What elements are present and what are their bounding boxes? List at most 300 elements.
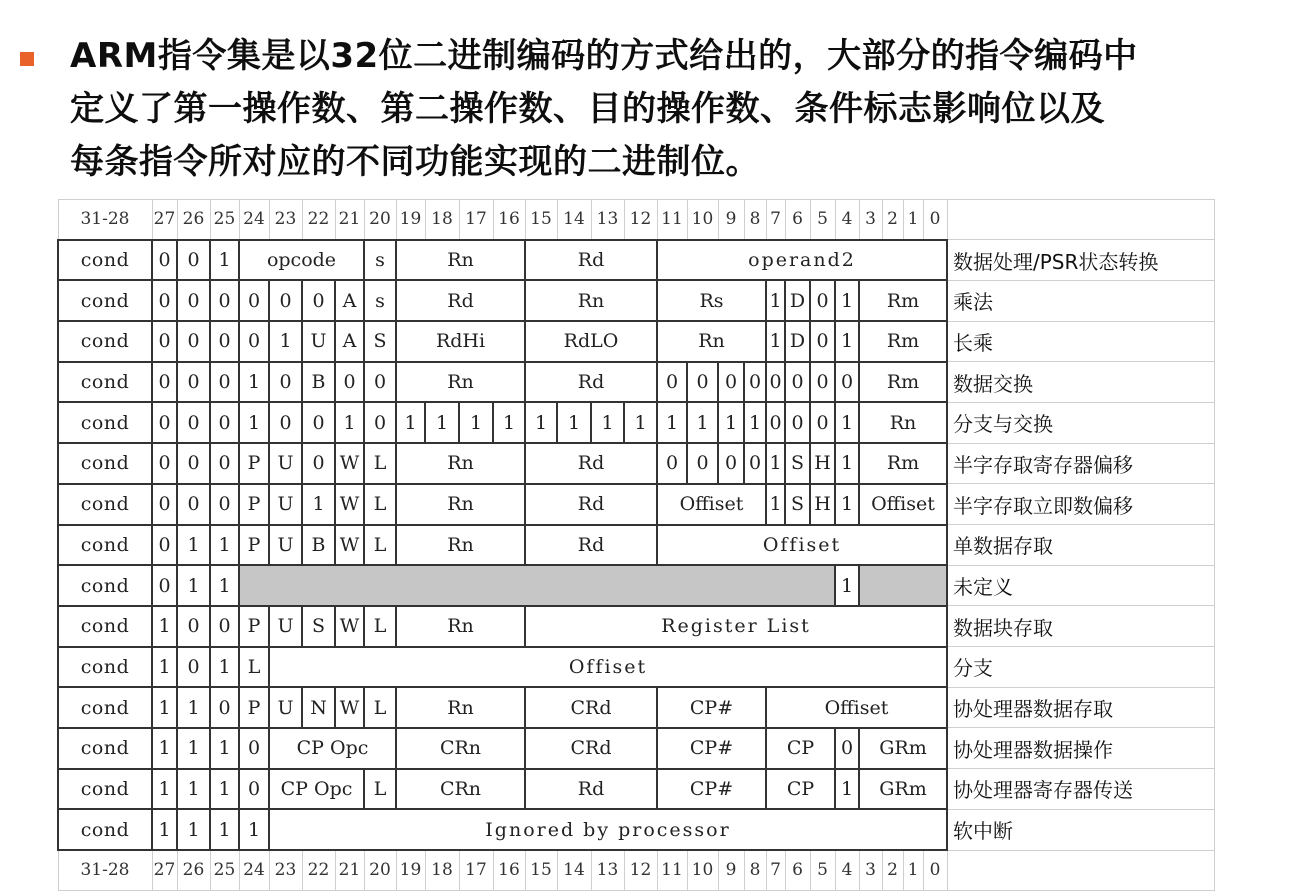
field-1: 1 <box>766 484 785 525</box>
field-0: 0 <box>810 402 835 443</box>
field-cp-opc: CP Opc <box>269 728 396 769</box>
bit-number: 18 <box>425 200 459 240</box>
field-rd: Rd <box>525 443 657 484</box>
field-0: 0 <box>835 362 859 403</box>
field-1: 1 <box>177 687 210 728</box>
field-1: 1 <box>152 769 177 810</box>
field-p: P <box>239 443 269 484</box>
field-1: 1 <box>766 280 785 321</box>
field-cond: cond <box>58 484 152 525</box>
field-register-list: Register List <box>525 606 947 647</box>
field-0: 0 <box>687 443 718 484</box>
field-1: 1 <box>210 647 239 688</box>
bit-number: 16 <box>493 850 525 890</box>
field-offiset: Offiset <box>766 687 947 728</box>
field-grm: GRm <box>859 769 947 810</box>
field-1: 1 <box>177 565 210 606</box>
field-0: 0 <box>364 362 396 403</box>
field-0: 0 <box>152 443 177 484</box>
field-0: 0 <box>269 362 302 403</box>
field-operand2: operand2 <box>657 240 947 281</box>
field-1: 1 <box>177 809 210 850</box>
bit-number: 17 <box>459 200 493 240</box>
field-0: 0 <box>152 321 177 362</box>
field-0: 0 <box>718 443 744 484</box>
field-cond: cond <box>58 769 152 810</box>
bit-number: 20 <box>364 200 396 240</box>
field-1: 1 <box>835 443 859 484</box>
encoding-row <box>58 728 1214 769</box>
instruction-type-label: 长乘 <box>947 321 1214 362</box>
bit-number: 5 <box>810 850 835 890</box>
field-1: 1 <box>239 362 269 403</box>
field-0: 0 <box>177 280 210 321</box>
field-1: 1 <box>835 280 859 321</box>
field-u: U <box>269 606 302 647</box>
field-s: S <box>364 321 396 362</box>
field-cond: cond <box>58 525 152 566</box>
field-p: P <box>239 525 269 566</box>
field-1: 1 <box>210 809 239 850</box>
field-0: 0 <box>766 362 785 403</box>
field-0: 0 <box>210 687 239 728</box>
field-0: 0 <box>302 443 335 484</box>
field-0: 0 <box>177 647 210 688</box>
bit-number: 0 <box>923 850 947 890</box>
field-0: 0 <box>239 769 269 810</box>
field-1: 1 <box>177 525 210 566</box>
field-0: 0 <box>177 240 210 281</box>
field-u: U <box>269 525 302 566</box>
field-0: 0 <box>177 402 210 443</box>
bit-number: 25 <box>210 200 239 240</box>
field-rm: Rm <box>859 362 947 403</box>
bit-number: 17 <box>459 850 493 890</box>
field-offiset: Offiset <box>657 525 947 566</box>
field-s: s <box>364 280 396 321</box>
bit-number: 11 <box>657 850 687 890</box>
bit-number: 4 <box>835 850 859 890</box>
field-rm: Rm <box>859 280 947 321</box>
bit-number: 7 <box>766 200 785 240</box>
field-cp: CP# <box>657 728 766 769</box>
instruction-type-label: 数据块存取 <box>947 606 1214 647</box>
encoding-row <box>58 362 1214 403</box>
intro-line-2: 定义了第一操作数、第二操作数、目的操作数、条件标志影响位以及 <box>70 89 1105 129</box>
field-cond: cond <box>58 606 152 647</box>
encoding-row <box>58 321 1214 362</box>
field-rn: Rn <box>859 402 947 443</box>
bit-number: 31-28 <box>58 200 152 240</box>
field-offiset: Offiset <box>657 484 766 525</box>
bit-number: 27 <box>152 850 177 890</box>
field-1: 1 <box>210 769 239 810</box>
field-rm: Rm <box>859 321 947 362</box>
field-cp-opc: CP Opc <box>269 769 364 810</box>
bit-number: 14 <box>557 850 591 890</box>
field-cond: cond <box>58 443 152 484</box>
field-0: 0 <box>210 280 239 321</box>
field-1: 1 <box>152 728 177 769</box>
bit-number: 4 <box>835 200 859 240</box>
header-label-blank <box>947 850 1214 890</box>
field-1: 1 <box>177 728 210 769</box>
field-1: 1 <box>835 402 859 443</box>
instruction-type-label: 协处理器寄存器传送 <box>947 769 1214 810</box>
field-0: 0 <box>177 443 210 484</box>
field-l: L <box>364 443 396 484</box>
field-0: 0 <box>210 402 239 443</box>
field-u: U <box>302 321 335 362</box>
instruction-type-label: 协处理器数据存取 <box>947 687 1214 728</box>
undefined-bits-field <box>239 565 835 606</box>
field-cond: cond <box>58 240 152 281</box>
instruction-type-label: 分支与交换 <box>947 402 1214 443</box>
encoding-row <box>58 606 1214 647</box>
header-label-blank <box>947 200 1214 240</box>
bit-number: 9 <box>718 200 744 240</box>
field-0: 0 <box>152 484 177 525</box>
field-d: D <box>785 321 810 362</box>
field-0: 0 <box>835 728 859 769</box>
bit-number: 7 <box>766 850 785 890</box>
field-n: N <box>302 687 335 728</box>
field-0: 0 <box>269 402 302 443</box>
bit-number: 9 <box>718 850 744 890</box>
field-rn: Rn <box>396 443 525 484</box>
field-1: 1 <box>525 402 557 443</box>
bit-number: 25 <box>210 850 239 890</box>
field-l: L <box>364 525 396 566</box>
field-1: 1 <box>425 402 459 443</box>
field-0: 0 <box>152 240 177 281</box>
bit-number: 26 <box>177 200 210 240</box>
field-0: 0 <box>810 280 835 321</box>
encoding-row <box>58 240 1214 281</box>
encoding-row <box>58 687 1214 728</box>
field-a: A <box>335 280 364 321</box>
field-w: W <box>335 687 364 728</box>
field-0: 0 <box>210 362 239 403</box>
field-a: A <box>335 321 364 362</box>
encoding-row <box>58 443 1214 484</box>
bit-number: 26 <box>177 850 210 890</box>
field-0: 0 <box>744 443 766 484</box>
field-rs: Rs <box>657 280 766 321</box>
field-w: W <box>335 484 364 525</box>
bit-number: 12 <box>624 850 657 890</box>
field-1: 1 <box>835 321 859 362</box>
field-h: H <box>810 443 835 484</box>
field-1: 1 <box>835 769 859 810</box>
field-0: 0 <box>718 362 744 403</box>
field-0: 0 <box>177 362 210 403</box>
field-0: 0 <box>335 362 364 403</box>
bit-number: 24 <box>239 200 269 240</box>
field-0: 0 <box>364 402 396 443</box>
field-u: U <box>269 484 302 525</box>
bit-number: 2 <box>882 850 903 890</box>
encoding-row <box>58 647 1214 688</box>
instruction-type-label: 协处理器数据操作 <box>947 728 1214 769</box>
bit-number: 8 <box>744 850 766 890</box>
field-crd: CRd <box>525 687 657 728</box>
field-0: 0 <box>687 362 718 403</box>
field-0: 0 <box>302 280 335 321</box>
bit-number: 3 <box>859 200 882 240</box>
field-0: 0 <box>785 362 810 403</box>
bit-number: 16 <box>493 200 525 240</box>
bit-number: 24 <box>239 850 269 890</box>
field-1: 1 <box>210 525 239 566</box>
field-u: U <box>269 443 302 484</box>
field-crn: CRn <box>396 769 525 810</box>
field-0: 0 <box>177 321 210 362</box>
bit-number: 22 <box>302 850 335 890</box>
bit-number: 11 <box>657 200 687 240</box>
field-rn: Rn <box>396 687 525 728</box>
field-cond: cond <box>58 809 152 850</box>
field-offiset: Offiset <box>859 484 947 525</box>
instruction-type-label: 数据交换 <box>947 362 1214 403</box>
bit-number: 6 <box>785 200 810 240</box>
field-1: 1 <box>177 769 210 810</box>
field-cond: cond <box>58 321 152 362</box>
bit-number: 31-28 <box>58 850 152 890</box>
field-rn: Rn <box>657 321 766 362</box>
bit-number: 20 <box>364 850 396 890</box>
field-1: 1 <box>239 402 269 443</box>
field-w: W <box>335 606 364 647</box>
bit-number: 0 <box>923 200 947 240</box>
field-s: S <box>785 443 810 484</box>
field-p: P <box>239 606 269 647</box>
field-rn: Rn <box>396 484 525 525</box>
field-cond: cond <box>58 402 152 443</box>
field-1: 1 <box>152 809 177 850</box>
field-l: L <box>364 606 396 647</box>
bit-number: 12 <box>624 200 657 240</box>
field-rn: Rn <box>525 280 657 321</box>
field-0: 0 <box>177 484 210 525</box>
field-u: U <box>269 687 302 728</box>
bit-number: 13 <box>591 200 624 240</box>
field-opcode: opcode <box>239 240 364 281</box>
bit-number: 23 <box>269 850 302 890</box>
field-1: 1 <box>835 565 859 606</box>
field-0: 0 <box>177 606 210 647</box>
field-offiset: Offiset <box>269 647 947 688</box>
field-rd: Rd <box>525 362 657 403</box>
field-1: 1 <box>591 402 624 443</box>
field-1: 1 <box>210 728 239 769</box>
field-l: L <box>239 647 269 688</box>
field-0: 0 <box>810 362 835 403</box>
field-0: 0 <box>269 280 302 321</box>
field-0: 0 <box>766 402 785 443</box>
field-d: D <box>785 280 810 321</box>
field-b: B <box>302 525 335 566</box>
field-w: W <box>335 443 364 484</box>
field-1: 1 <box>493 402 525 443</box>
intro-line-3: 每条指令所对应的不同功能实现的二进制位。 <box>70 142 760 182</box>
field-cond: cond <box>58 280 152 321</box>
field-0: 0 <box>785 402 810 443</box>
field-cond: cond <box>58 728 152 769</box>
field-0: 0 <box>152 280 177 321</box>
field-s: s <box>364 240 396 281</box>
instruction-type-label: 半字存取寄存器偏移 <box>947 443 1214 484</box>
bit-number: 6 <box>785 850 810 890</box>
encoding-row <box>58 525 1214 566</box>
field-cp: CP <box>766 728 835 769</box>
bit-number: 18 <box>425 850 459 890</box>
field-cond: cond <box>58 647 152 688</box>
bit-number: 19 <box>396 850 425 890</box>
bit-number: 10 <box>687 850 718 890</box>
field-s: S <box>302 606 335 647</box>
field-0: 0 <box>302 402 335 443</box>
field-0: 0 <box>744 362 766 403</box>
field-rn: Rn <box>396 606 525 647</box>
field-grm: GRm <box>859 728 947 769</box>
field-1: 1 <box>152 606 177 647</box>
field-1: 1 <box>718 402 744 443</box>
field-0: 0 <box>152 362 177 403</box>
encoding-row <box>58 565 1214 606</box>
bit-number: 23 <box>269 200 302 240</box>
field-rd: Rd <box>525 525 657 566</box>
bit-number: 22 <box>302 200 335 240</box>
instruction-type-label: 软中断 <box>947 809 1214 850</box>
encoding-row <box>58 280 1214 321</box>
field-crn: CRn <box>396 728 525 769</box>
bit-number: 5 <box>810 200 835 240</box>
field-l: L <box>364 687 396 728</box>
bit-number: 3 <box>859 850 882 890</box>
field-rn: Rn <box>396 362 525 403</box>
field-1: 1 <box>459 402 493 443</box>
field-0: 0 <box>210 443 239 484</box>
field-crd: CRd <box>525 728 657 769</box>
field-rd: Rd <box>525 240 657 281</box>
field-l: L <box>364 769 396 810</box>
bit-number: 15 <box>525 200 557 240</box>
field-rd: Rd <box>396 280 525 321</box>
field-rd: Rd <box>525 769 657 810</box>
bit-number: 1 <box>903 200 923 240</box>
field-1: 1 <box>210 240 239 281</box>
field-rn: Rn <box>396 240 525 281</box>
field-cp: CP# <box>657 769 766 810</box>
encoding-row <box>58 402 1214 443</box>
bullet-square <box>20 52 34 66</box>
encoding-row <box>58 484 1214 525</box>
bit-number: 14 <box>557 200 591 240</box>
field-0: 0 <box>239 728 269 769</box>
field-1: 1 <box>239 809 269 850</box>
field-0: 0 <box>239 321 269 362</box>
field-rm: Rm <box>859 443 947 484</box>
bit-number: 1 <box>903 850 923 890</box>
instruction-type-label: 数据处理/PSR状态转换 <box>947 240 1214 281</box>
field-rd: Rd <box>525 484 657 525</box>
bit-number: 19 <box>396 200 425 240</box>
bit-number: 27 <box>152 200 177 240</box>
field-1: 1 <box>766 443 785 484</box>
bit-number: 21 <box>335 200 364 240</box>
field-1: 1 <box>744 402 766 443</box>
bit-position-header-top <box>58 200 1214 240</box>
bit-number: 21 <box>335 850 364 890</box>
field-0: 0 <box>810 321 835 362</box>
field-0: 0 <box>152 565 177 606</box>
instruction-type-label: 分支 <box>947 647 1214 688</box>
field-1: 1 <box>396 402 425 443</box>
field-cp: CP# <box>657 687 766 728</box>
field-cond: cond <box>58 565 152 606</box>
field-s: S <box>785 484 810 525</box>
field-1: 1 <box>302 484 335 525</box>
field-w: W <box>335 525 364 566</box>
instruction-type-label: 乘法 <box>947 280 1214 321</box>
field-cond: cond <box>58 362 152 403</box>
field-ignored-by-processor: Ignored by processor <box>269 809 947 850</box>
encoding-row <box>58 769 1214 810</box>
field-1: 1 <box>152 647 177 688</box>
field-1: 1 <box>269 321 302 362</box>
field-l: L <box>364 484 396 525</box>
field-1: 1 <box>624 402 657 443</box>
field-0: 0 <box>657 443 687 484</box>
field-1: 1 <box>657 402 687 443</box>
field-1: 1 <box>766 321 785 362</box>
field-1: 1 <box>335 402 364 443</box>
field-0: 0 <box>210 606 239 647</box>
field-cp: CP <box>766 769 835 810</box>
bit-number: 2 <box>882 200 903 240</box>
field-0: 0 <box>239 280 269 321</box>
field-1: 1 <box>210 565 239 606</box>
field-cond: cond <box>58 687 152 728</box>
field-rdlo: RdLO <box>525 321 657 362</box>
field-1: 1 <box>835 484 859 525</box>
intro-line-1: ARM指令集是以32位二进制编码的方式给出的，大部分的指令编码中 <box>70 36 1138 76</box>
field-p: P <box>239 484 269 525</box>
field-rdhi: RdHi <box>396 321 525 362</box>
field-0: 0 <box>210 484 239 525</box>
bit-number: 8 <box>744 200 766 240</box>
intro-paragraph <box>70 30 1295 189</box>
field-1: 1 <box>557 402 591 443</box>
bit-number: 15 <box>525 850 557 890</box>
field-0: 0 <box>152 525 177 566</box>
field-0: 0 <box>210 321 239 362</box>
field-h: H <box>810 484 835 525</box>
field-b: B <box>302 362 335 403</box>
encoding-row <box>58 809 1214 850</box>
field-rn: Rn <box>396 525 525 566</box>
instruction-type-label: 未定义 <box>947 565 1214 606</box>
bit-number: 13 <box>591 850 624 890</box>
field-1: 1 <box>687 402 718 443</box>
field-0: 0 <box>657 362 687 403</box>
instruction-type-label: 半字存取立即数偏移 <box>947 484 1214 525</box>
field-1: 1 <box>152 687 177 728</box>
bit-number: 10 <box>687 200 718 240</box>
field-0: 0 <box>152 402 177 443</box>
undefined-bits-field <box>859 565 947 606</box>
